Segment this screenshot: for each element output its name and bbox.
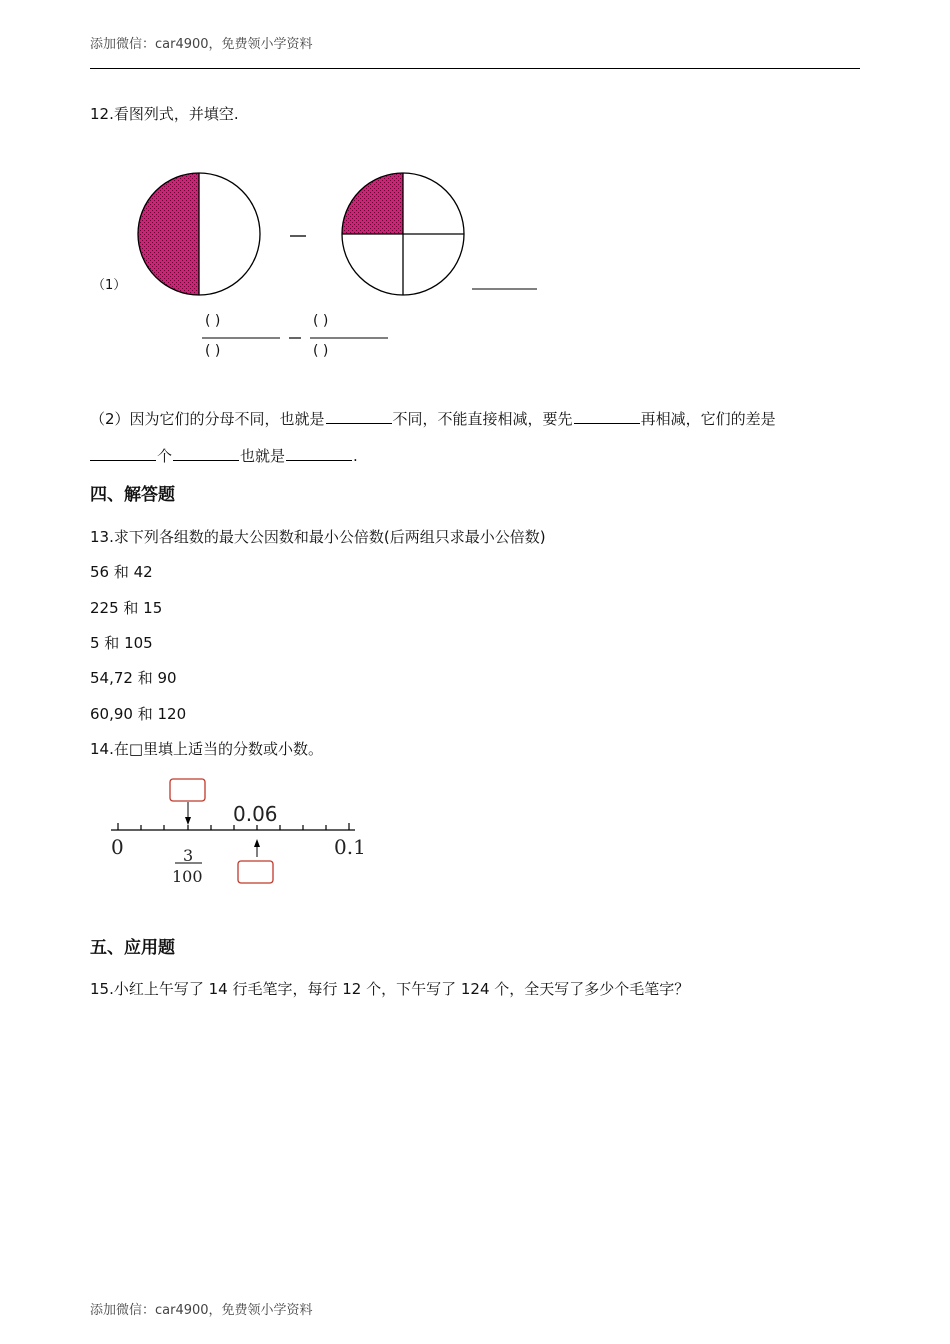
- q13-item: 56 和 42: [90, 563, 153, 581]
- q13-item: 5 和 105: [90, 634, 153, 652]
- quarter-circle-figure: [342, 173, 464, 295]
- q12-part2-line1: （2）因为它们的分母不同，也就是 不同，不能直接相减，要先 再相减，它们的差是: [90, 410, 776, 428]
- page-header: 添加微信：car4900，免费领小学资料: [90, 37, 313, 52]
- section-5-title: 五、应用题: [90, 938, 175, 958]
- nl-end: 0.1: [334, 835, 366, 859]
- q15-title: 15.小红上午写了 14 行毛笔字，每行 12 个，下午写了 124 个，全天写了多少个毛笔字？: [90, 980, 690, 998]
- nl-label-above: 0.06: [233, 802, 278, 826]
- q13-item: 54,72 和 90: [90, 669, 177, 687]
- page-footer: 添加微信：car4900，免费领小学资料: [90, 1303, 313, 1318]
- frac-numerator: 3: [183, 846, 194, 865]
- q13-item: 60,90 和 120: [90, 705, 187, 723]
- shaded-quarter: [342, 173, 403, 234]
- q14-title: 14.在□里填上适当的分数或小数。: [90, 740, 324, 758]
- blank-4: [173, 459, 239, 461]
- shaded-half: [138, 173, 199, 295]
- answer-box-bottom[interactable]: [238, 861, 273, 883]
- header-rule: [90, 68, 860, 69]
- q12-figure: [90, 160, 570, 380]
- paren-den-2: ( ): [313, 343, 329, 359]
- q12-title: 12.看图列式，并填空.: [90, 105, 239, 123]
- blank-1: [326, 422, 392, 424]
- number-line-figure: [105, 775, 370, 890]
- paren-num-1: ( ): [205, 313, 221, 329]
- q12-part1-label: （1）: [92, 278, 127, 293]
- paren-den-1: ( ): [205, 343, 221, 359]
- nl-zero: 0: [111, 835, 124, 859]
- half-circle-figure: [138, 173, 260, 295]
- answer-box-top[interactable]: [170, 779, 205, 801]
- q12-part2-line2: 个 也就是 .: [90, 445, 358, 466]
- section-4-title: 四、解答题: [90, 485, 175, 505]
- q13-title: 13.求下列各组数的最大公因数和最小公倍数(后两组只求最小公倍数): [90, 528, 546, 546]
- frac-denominator: 100: [172, 867, 203, 886]
- blank-2: [574, 422, 640, 424]
- arrow-down-icon: [185, 817, 191, 825]
- paren-num-2: ( ): [313, 313, 329, 329]
- q13-item: 225 和 15: [90, 599, 163, 617]
- blank-5: [286, 459, 352, 461]
- blank-3: [90, 459, 156, 461]
